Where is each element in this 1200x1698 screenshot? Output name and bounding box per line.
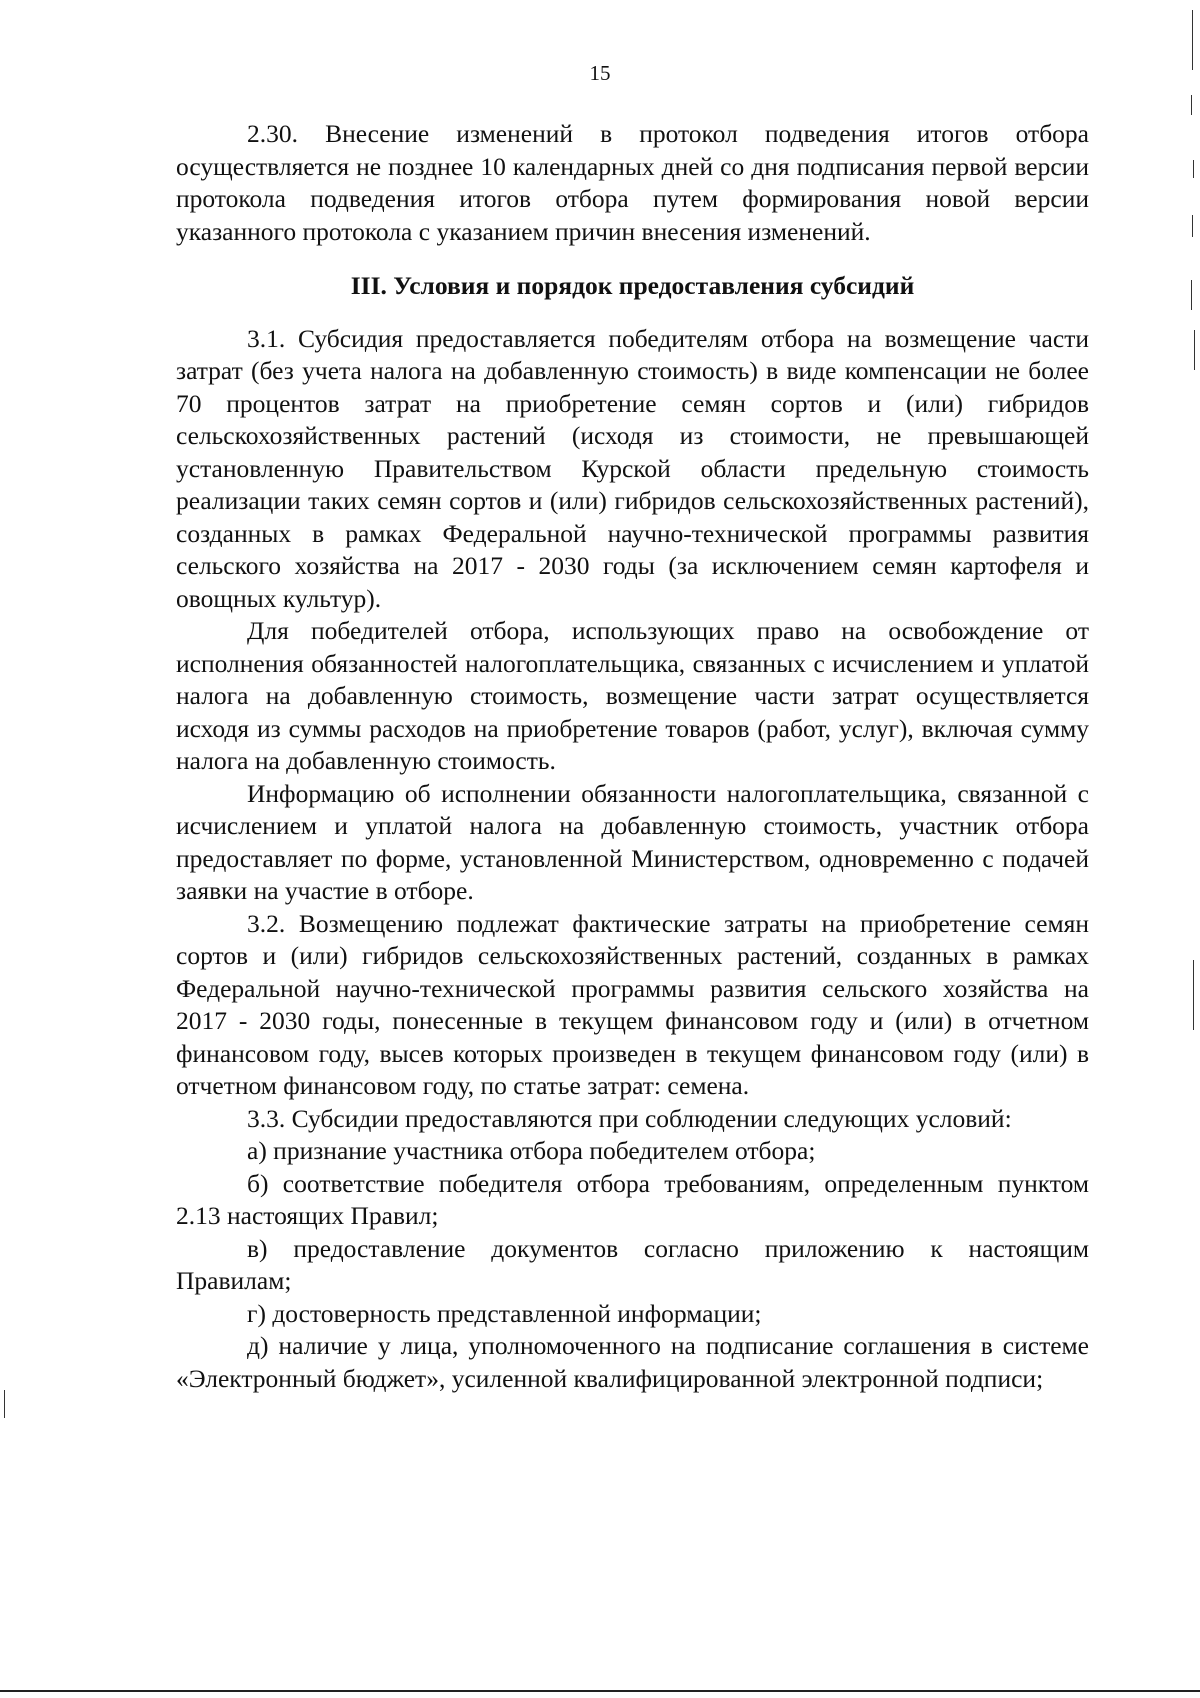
list-item-a: а) признание участника отбора победителем отбора; (247, 1136, 816, 1165)
list-item-v: в) предоставление документов согласно приложению к настоящим Правилам; (176, 1233, 1089, 1295)
paragraph-3-1: 3.1. Субсидия предоставляется победителям отбора на возмещение части затрат (без учета налога на добавленную стоимость) в виде компенсации не более 70 процентов затрат на приобретение семян сортов и (или) гибридов сельскохозяйственных растений (исходя из стоимости, не превышающей установленную Правительством Курской области предельную стоимость реализации таких семян сортов и (или) гибридов сельскохозяйственных растений), созданных в рамках Федеральной научно-технической программы развития сельского хозяйства на 2017 - 2030 годы (за исключением семян картофеля и овощных культур). (176, 323, 1089, 613)
paragraph-2-30: 2.30. Внесение изменений в протокол подведения итогов отбора осуществляется не позднее 10 календарных дней со дня подписания первой версии протокола подведения итогов отбора путем формирования новой версии указанного протокола с указанием причин внесения изменений. (176, 119, 1089, 246)
page-number: 15 (589, 61, 611, 85)
scan-bottom-edge (0, 1690, 1200, 1692)
document-body (176, 118, 1089, 1395)
scan-edge-mark (1192, 215, 1193, 237)
paragraph-tax-info: Информацию об исполнении обязанности налогоплательщика, связанной с исчислением и уплатой налога на добавленную стоимость, участник отбора предоставляет по форме, установленной Министерством, одновременно с подачей заявки на участие в отборе. (176, 778, 1089, 905)
scan-edge-mark (1192, 10, 1193, 70)
scan-edge-mark (1194, 330, 1195, 370)
paragraph-vat-exemption: Для победителей отбора, использующих право на освобождение от исполнения обязанностей налогоплательщика, связанных с исчислением и уплатой налога на добавленную стоимость, возмещение части затрат осуществляется исходя из суммы расходов на приобретение товаров (работ, услуг), включая сумму налога на добавленную стоимость. (176, 616, 1089, 775)
paragraph-3-3: 3.3. Субсидии предоставляются при соблюдении следующих условий: (247, 1103, 1012, 1133)
scan-edge-mark (1191, 280, 1192, 310)
list-item-g: г) достоверность представленной информации; (247, 1298, 762, 1328)
list-item-d: д) наличие у лица, уполномоченного на подписание соглашения в системе «Электронный бюджет», усиленной квалифицированной электронной подписи; (176, 1331, 1089, 1393)
section-heading-3: III. Условия и порядок предоставления субсидий (350, 271, 915, 300)
scan-edge-mark (1193, 960, 1194, 1030)
scan-edge-mark (1191, 95, 1192, 115)
scan-edge-mark (1193, 160, 1194, 178)
list-item-b: б) соответствие победителя отбора требованиям, определенным пунктом 2.13 настоящих Правил; (176, 1168, 1089, 1230)
paragraph-3-2: 3.2. Возмещению подлежат фактические затраты на приобретение семян сортов и (или) гибридов сельскохозяйственных растений, созданных в рамках Федеральной научно-технической программы развития сельского хозяйства на 2017 - 2030 годы, понесенные в текущем финансовом году и (или) в отчетном финансовом году, высев которых произведен в текущем финансовом году (или) в отчетном финансовом году, по статье затрат: семена. (176, 908, 1089, 1100)
scan-edge-mark (4, 1390, 5, 1418)
